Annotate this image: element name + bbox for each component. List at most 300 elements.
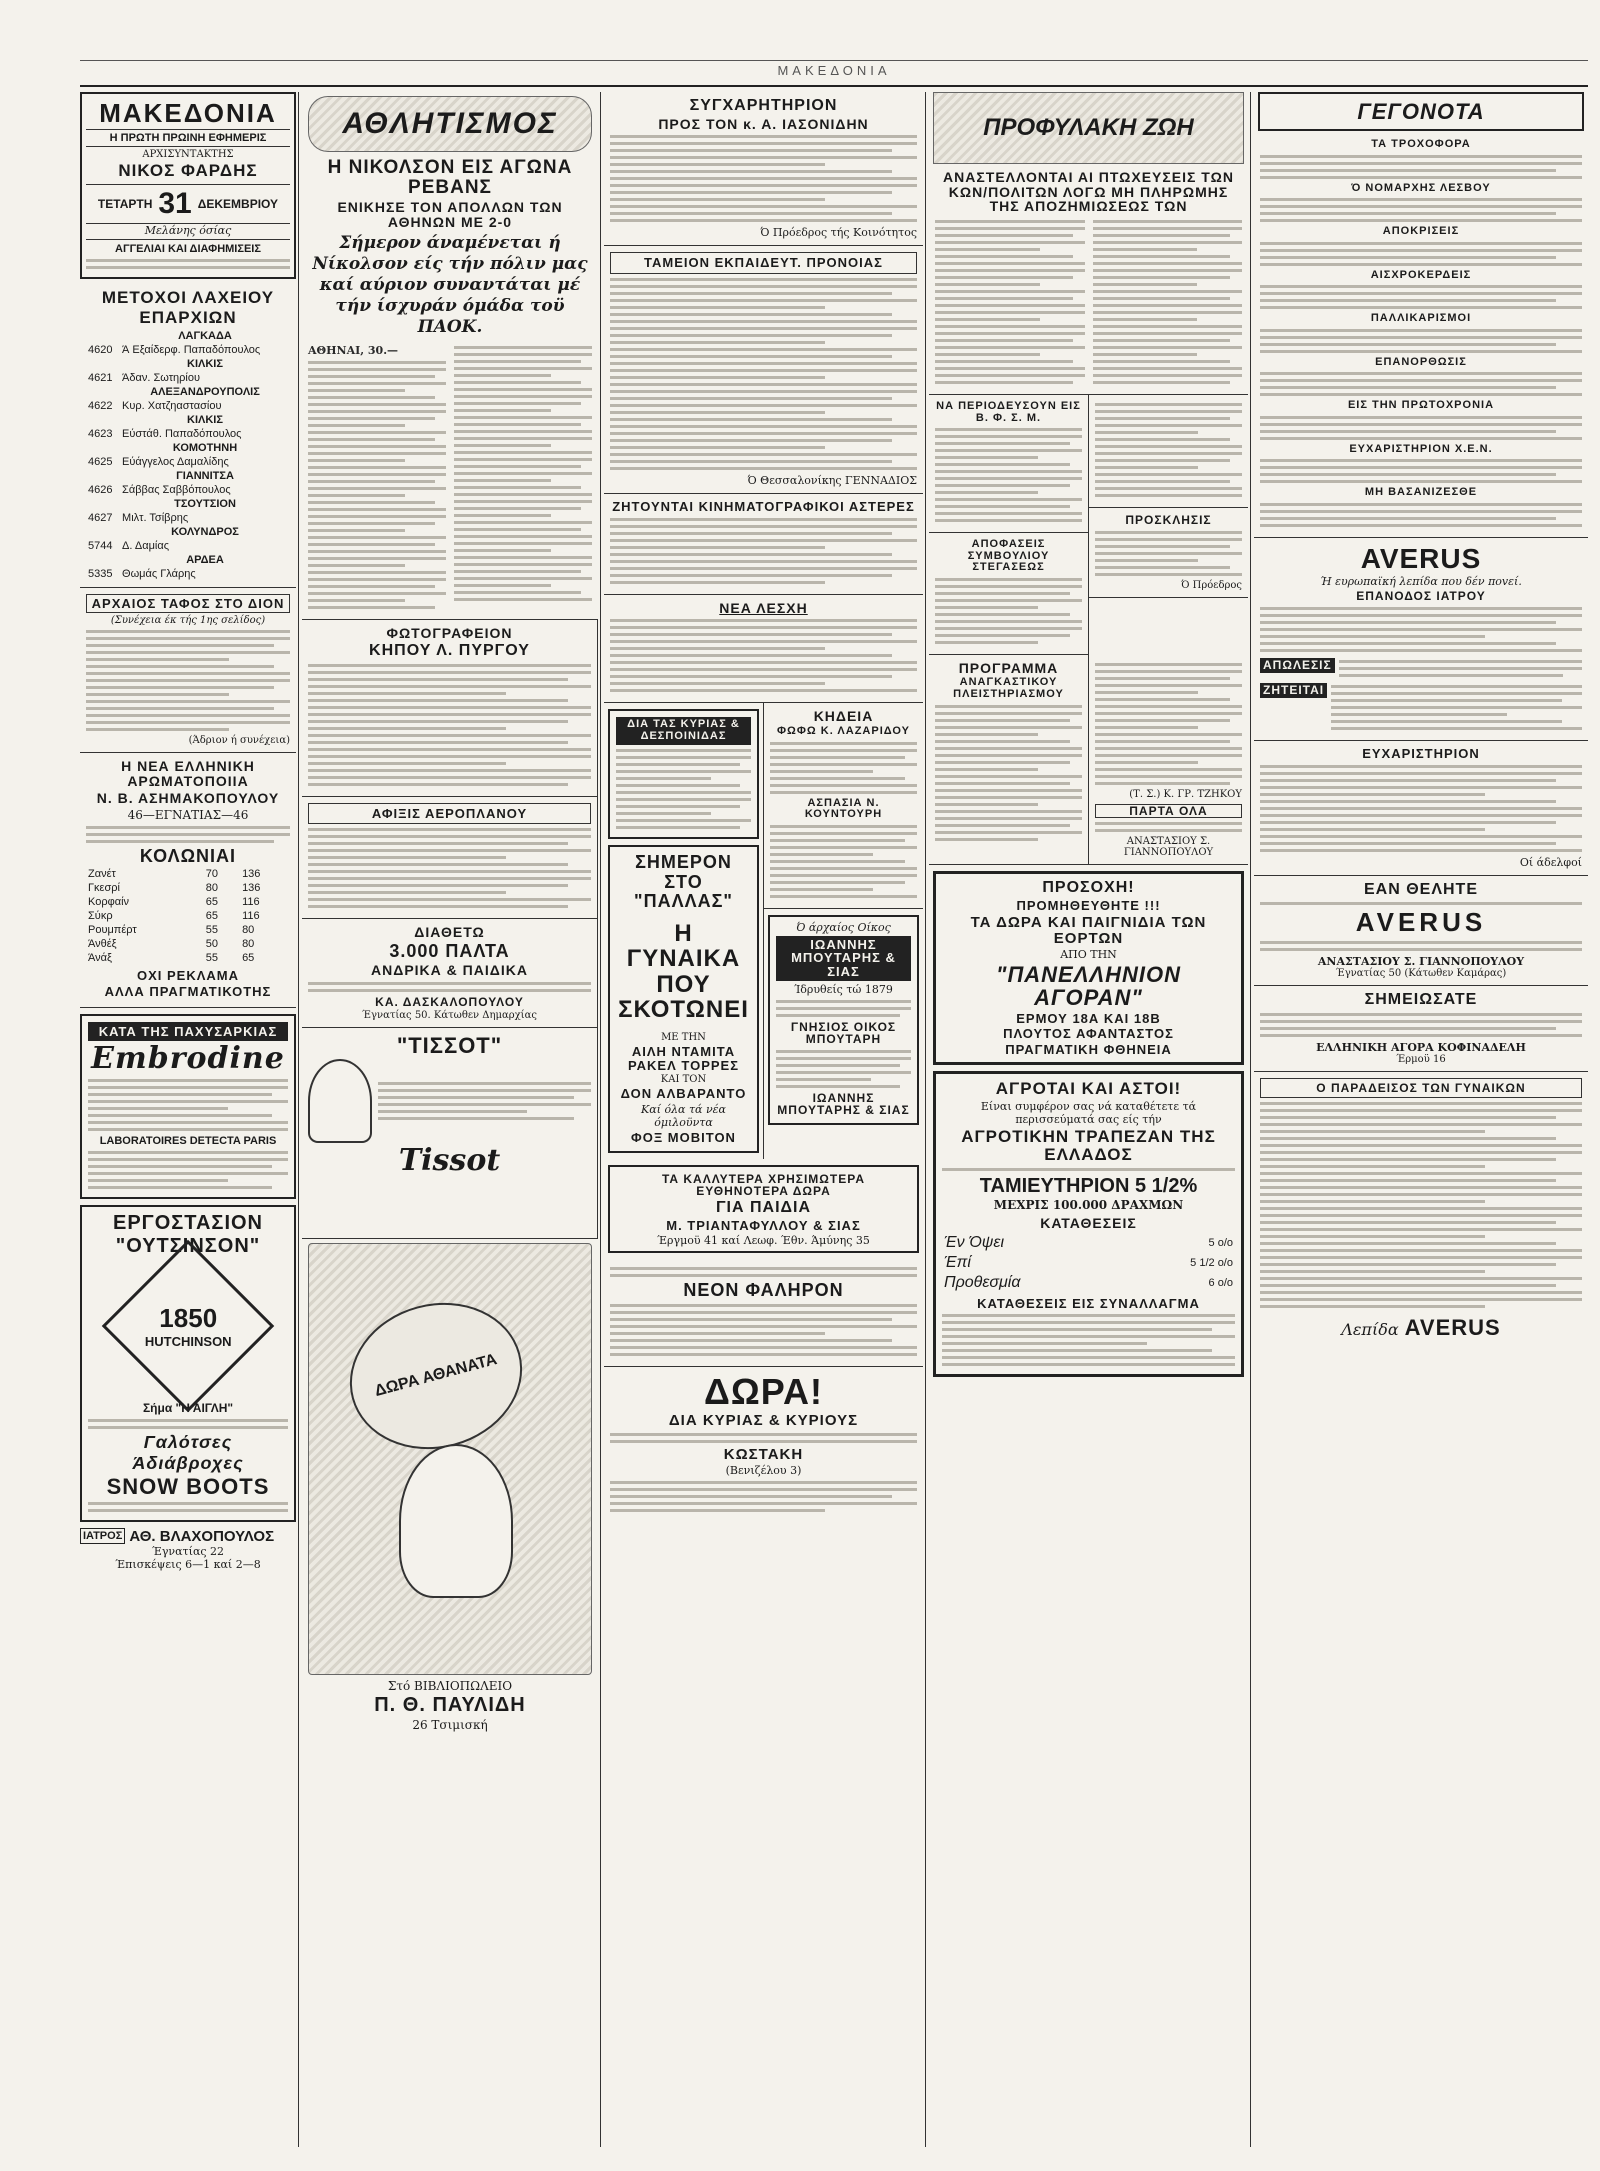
congrats-subtitle: ΠΡΟΣ ΤΟΝ κ. Α. ΙΑΣΟΝΙΔΗΝ xyxy=(658,115,869,132)
sports-banner-text: ΑΘΛΗΤΙΣΜΟΣ xyxy=(342,107,558,140)
lottery-number: 4627 xyxy=(88,511,113,524)
wanted-text xyxy=(1331,681,1582,734)
colonia-table xyxy=(86,867,290,965)
lottery-number xyxy=(86,329,120,343)
colonia-row xyxy=(86,923,290,937)
lottery-place: ΑΛΕΞΑΝΔΡΟΥΠΟΛΙΣ xyxy=(150,385,260,398)
lottery-number: 4621 xyxy=(88,371,113,384)
col4-right-lines xyxy=(1095,403,1242,497)
bookstore-address: 26 Τσιμισκή xyxy=(412,1718,488,1733)
lottery-place: Μιλτ. Τσίβρης xyxy=(122,511,189,524)
event-text xyxy=(1260,155,1582,179)
lottery-number: 4626 xyxy=(88,483,113,496)
wine-title: ΙΩΑΝΝΗΣ ΜΠΟΥΤΑΡΗΣ & ΣΙΑΣ xyxy=(776,936,911,981)
embrodine-ad xyxy=(80,1014,296,1199)
funeral2-name: ΑΣΠΑΣΙΑ Ν. ΚΟΥΝΤΟΥΡΗ xyxy=(804,796,883,821)
colonia-b: 80 xyxy=(242,938,255,951)
blade-footer xyxy=(1260,1314,1582,1341)
invite-text xyxy=(1095,531,1242,576)
event-text xyxy=(1260,198,1582,222)
event-text xyxy=(1260,329,1582,353)
factory-title: ΕΡΓΟΣΤΑΣΙΟΝ xyxy=(113,1211,263,1234)
event-text xyxy=(1260,459,1582,483)
panellinion-ad xyxy=(933,871,1244,1065)
photo-title: ΦΩΤΟΓΡΑΦΕΙΟΝ xyxy=(386,625,513,642)
perfume-subtitle: Ν. Β. ΑΣΗΜΑΚΟΠΟΥΛΟΥ xyxy=(96,789,280,806)
lottery-place: ΛΑΓΚΑΔΑ xyxy=(178,329,232,342)
lottery-title: ΜΕΤΟΧΟΙ ΛΑΧΕΙΟΥ xyxy=(101,288,275,308)
lottery-place: ΚΟΜΟΤΗΝΗ xyxy=(172,441,238,454)
doctor-tag: ΙΑΤΡΟΣ xyxy=(80,1528,125,1544)
perfume-title: Η ΝΕΑ ΕΛΛΗΝΙΚΗ ΑΡΩΜΑΤΟΠΟΙΙΑ xyxy=(121,758,255,790)
sports-subheadline: ΕΝΙΚΗΣΕ ΤΟΝ ΑΠΟΛΛΩΝ ΤΩΝ ΑΘΗΝΩΝ ΜΕ 2-0 xyxy=(337,198,563,230)
boutari-ad xyxy=(768,915,919,1125)
film-with: ΜΕ ΤΗΝ xyxy=(661,1031,706,1043)
doctor-hours: Έπισκέψεις 6—1 καί 2—8 xyxy=(115,1557,261,1571)
congrats-title: ΣΥΓΧΑΡΗΤΗΡΙΟΝ xyxy=(689,97,838,114)
program-article xyxy=(929,655,1089,866)
sports-col-b xyxy=(454,342,592,613)
embrodine-text-2 xyxy=(88,1151,288,1189)
lottery-row xyxy=(86,385,290,399)
film-star-2: ΔΟΝ ΑΛΒΑΡΑΝΤΟ xyxy=(620,1086,747,1102)
lottery-place: Κυρ. Χατζηαστασίου xyxy=(122,399,222,412)
column-rule xyxy=(1250,92,1251,2147)
notes-store: ΕΛΛΗΝΙΚΗ ΑΓΟΡΑ ΚΟΦΙΝΑΔΕΛΗ xyxy=(1316,1040,1526,1054)
program-row xyxy=(929,655,1248,866)
film-title: Η ΓΥΝΑΙΚΑ ΠΟΥ ΣΚΟΤΩΝΕΙ xyxy=(618,920,749,1023)
column-rule xyxy=(298,92,299,2147)
lottery-number xyxy=(86,357,120,371)
date-line xyxy=(86,184,290,224)
faliro-title: ΝΕΟΝ ΦΑΛΗΡΟΝ xyxy=(683,1280,844,1301)
lottery-place: ΚΙΛΚΙΣ xyxy=(187,357,223,370)
lottery-place: ΚΙΛΚΙΣ xyxy=(187,413,223,426)
astro-article xyxy=(604,494,923,595)
parta-text xyxy=(1095,822,1242,832)
cinema-today: ΣΗΜΕΡΟΝ xyxy=(635,851,732,872)
lottery-row xyxy=(86,329,290,343)
invite-article xyxy=(1089,508,1248,598)
events-box xyxy=(1258,92,1584,131)
loss-notice xyxy=(1260,656,1582,681)
bank-text xyxy=(942,1168,1235,1171)
notes-ad xyxy=(1254,986,1588,1072)
lottery-number xyxy=(86,385,120,399)
bank-rate-label: ΤΑΜΙΕΥΤΗΡΙΟΝ xyxy=(979,1174,1130,1197)
refugees-headline: ΑΝΑΣΤΕΛΛΟΝΤΑΙ ΑΙ ΠΤΩΧΕΥΣΕΙΣ ΤΩΝ ΚΩΝ/ΠΟΛΙΤΩΝ ΛΟΓΩ ΜΗ ΠΛΗΡΩΜΗΣ ΤΗΣ ΑΠΟΖΗΜΙΩΣΕΩΣ ΤΩΝ xyxy=(943,169,1234,215)
gift-sack-label: ΔΩΡΑ ΑΘΑΝΑΤΑ xyxy=(372,1351,499,1401)
logo-name: HUTCHINSON xyxy=(144,1333,232,1349)
agricultural-bank-ad xyxy=(933,1071,1244,1377)
colonia-name: Άνθέξ xyxy=(88,938,117,951)
director-name: ΝΙΚΟΣ ΦΑΡΔΗΣ xyxy=(118,161,258,181)
club-title: ΝΕΑ ΛΕΣΧΗ xyxy=(719,599,808,616)
ladies-ad xyxy=(608,709,759,838)
galoshes: Γαλότσες xyxy=(143,1431,233,1452)
santa-illustration xyxy=(308,1243,592,1675)
from-the: ΑΠΟ ΤΗΝ xyxy=(1060,948,1117,962)
wanted-tag: ΖΗΤΕΙΤΑΙ xyxy=(1260,683,1327,698)
council-article xyxy=(929,533,1088,655)
program-subtitle: ΑΝΑΓΚΑΣΤΙΚΟΥ ΠΛΕΙΣΤΗΡΙΑΣΜΟΥ xyxy=(953,676,1064,701)
factory-text xyxy=(88,1419,288,1429)
dion-title: ΑΡΧΑΙΟΣ ΤΑΦΟΣ ΣΤΟ ΔΙΟΝ xyxy=(86,594,290,614)
doctor-address: Έγνατίας 22 xyxy=(151,1544,225,1558)
lottery-row xyxy=(86,441,290,455)
reality: ΑΛΛΑ ΠΡΑΓΜΑΤΙΚΟΤΗΣ xyxy=(104,984,272,1000)
photo-row xyxy=(302,620,598,1239)
event-heading: ΕΙΣ ΤΗΝ ΠΡΩΤΟΧΡΟΝΙΑ xyxy=(1347,399,1495,412)
fx-deposits: ΚΑΤΑΘΕΣΕΙΣ ΕΙΣ ΣΥΝΑΛΛΑΓΜΑ xyxy=(977,1295,1200,1311)
loss-text xyxy=(1339,656,1582,681)
fx-text xyxy=(942,1314,1235,1366)
colonia-a: 50 xyxy=(205,938,219,951)
lottery-row xyxy=(86,399,290,413)
tissot-logo: Tissot xyxy=(398,1143,501,1179)
wine-founded: Ίδρυθείς τώ 1879 xyxy=(794,982,893,996)
film-note: Καί όλα τά νέα όμιλοϋντα xyxy=(640,1102,726,1129)
dora-store: ΚΩΣΤΑΚΗ xyxy=(723,1445,804,1463)
col4-right xyxy=(1089,395,1248,655)
lottery-row xyxy=(86,427,290,441)
thanks-sign: Οί άδελφοί xyxy=(1519,855,1582,869)
dion-end: (Άδριον ή συνέχεια) xyxy=(188,735,290,747)
ladies-title: ΔΙΑ ΤΑΣ ΚΥΡΙΑΣ & ΔΕΣΠΟΙΝΙΔΑΣ xyxy=(616,717,751,744)
deposit-label: Έπί xyxy=(944,1253,971,1271)
lottery-subtitle: ΕΠΑΡΧΙΩΝ xyxy=(139,307,237,327)
parta-title: ΠΑΡΤΑ ΟΛΑ xyxy=(1095,804,1242,819)
averus-seller-ad xyxy=(1254,876,1588,986)
deposit-rate: 5 1/2 ο/ο xyxy=(1190,1256,1233,1269)
photo-text xyxy=(308,664,591,786)
perfume-text xyxy=(86,826,290,843)
photo-subtitle: ΚΗΠΟΥ Λ. ΠΥΡΓΟΥ xyxy=(369,641,530,659)
deposit-label: Έν Όψει xyxy=(944,1233,1004,1251)
lottery-place: Εύάγγελος Δαμαλίδης xyxy=(122,455,229,468)
column-4 xyxy=(929,92,1248,2147)
snowboots: SNOW BOOTS xyxy=(106,1473,270,1499)
wine-subtitle: ΓΝΗΣΙΟΣ ΟΙΚΟΣ ΜΠΟΥΤΑΡΗ xyxy=(790,1019,897,1047)
events-title: ΓΕΓΟΝΟΤΑ xyxy=(1357,99,1485,124)
colonia-a: 55 xyxy=(205,924,219,937)
colonia-a: 55 xyxy=(205,952,219,965)
sports-dateline: ΑΘΗΝΑΙ, 30.— xyxy=(308,344,399,358)
watch-icon xyxy=(308,1059,372,1143)
lottery-place: Θωμάς Γλάρης xyxy=(122,567,196,580)
lottery-place: Δ. Δαμίας xyxy=(122,539,170,552)
lottery-number xyxy=(86,497,120,511)
col4-right-text xyxy=(1089,395,1248,508)
flight-text xyxy=(308,828,591,908)
thanks-article xyxy=(1254,741,1588,876)
doctor-ad xyxy=(80,1528,296,1545)
lottery-number: 4620 xyxy=(88,343,113,356)
colonia-title: ΚΟΛΩΝΙΑΙ xyxy=(139,845,237,866)
lottery-row xyxy=(86,343,290,357)
colonia-b: 116 xyxy=(242,910,260,923)
coats-count: 3.000 ΠΑΛΤΑ xyxy=(389,941,510,962)
tissot-body xyxy=(308,1059,591,1143)
gifts-line: ΤΑ ΔΩΡΑ ΚΑΙ ΠΑΙΓΝΙΔΙΑ ΤΩΝ ΕΟΡΤΩΝ xyxy=(970,913,1207,947)
lottery-row xyxy=(86,469,290,483)
colonia-b: 136 xyxy=(242,882,261,895)
wine-text-2 xyxy=(776,1050,911,1088)
prevention-banner-text: ΠΡΟΦΥΛΑΚΗ ΖΩΗ xyxy=(983,114,1194,141)
trip-text xyxy=(935,428,1082,522)
if-you-want: ΕΑΝ ΘΕΛΗΤΕ xyxy=(1363,880,1478,898)
bank-rate: 5 1/2% xyxy=(1134,1174,1198,1197)
column-5 xyxy=(1254,92,1588,2147)
hutchinson-ad xyxy=(80,1205,296,1522)
colonia-name: Ζανέτ xyxy=(88,868,116,881)
faliro-text xyxy=(610,1304,917,1356)
column-rule xyxy=(925,92,926,2147)
pavlidis-ad xyxy=(302,1239,598,1738)
faliro-ad xyxy=(604,1259,923,1367)
lottery-row xyxy=(86,511,290,525)
embrodine-text xyxy=(88,1079,288,1131)
colonia-name: Άνάξ xyxy=(88,952,112,965)
film-star-1: ΑΙΛΗ ΝΤΑΜΙΤΑ ΡΑΚΕΛ ΤΟΡΡΕΣ xyxy=(627,1043,740,1073)
event-text xyxy=(1260,285,1582,309)
funeral-text xyxy=(770,742,917,794)
doctor-name: ΑΘ. ΒΛΑΧΟΠΟΥΛΟΣ xyxy=(129,1527,275,1545)
event-heading: ΤΑ ΤΡΟΧΟΦΟΡΑ xyxy=(1371,138,1471,151)
colonia-a: 70 xyxy=(205,868,219,881)
logo-year: 1850 xyxy=(159,1302,217,1333)
masthead-box xyxy=(80,92,296,279)
notes-text xyxy=(1260,1013,1582,1037)
lottery-place: ΓΙΑΝΝΙΤΣΑ xyxy=(176,469,234,482)
fund-sign: Ό Θεσσαλονίκης ΓΕΝΝΑΔΙΟΣ xyxy=(747,474,917,488)
market-name: "ΠΑΝΕΛΛΗΝΙΟΝ ΑΓΟΡΑΝ" xyxy=(996,962,1181,1011)
coats-seller: ΚΑ. ΔΑΣΚΑΛΟΠΟΥΛΟΥ xyxy=(375,994,524,1009)
averus-brand-2: AVERUS xyxy=(1355,907,1487,938)
congrats-article xyxy=(604,92,923,246)
perfume-address: 46—ΕΓΝΑΤΙΑΣ—46 xyxy=(127,807,249,822)
ladies-text xyxy=(616,749,751,829)
snowboots-text xyxy=(88,1502,288,1512)
lottery-place: ΤΣΟΥΤΣΙΟΝ xyxy=(174,497,236,510)
fund-text xyxy=(610,278,917,470)
bookstore-label: Στό ΒΙΒΛΙΟΠΩΛΕΙΟ xyxy=(387,1679,513,1694)
stock-up: ΠΡΟΜΗΘΕΥΘΗΤΕ !!! xyxy=(1016,898,1161,914)
director-label: ΑΡΧΙΣΥΝΤΑΚΤΗΣ xyxy=(142,149,234,161)
sports-col-a xyxy=(308,342,446,613)
bank-name: ΑΓΡΟΤΙΚΗΝ ΤΡΑΠΕΖΑΝ ΤΗΣ ΕΛΛΑΔΟΣ xyxy=(961,1127,1216,1165)
deposit-label: Προθεσμία xyxy=(944,1273,1021,1291)
funeral-notice xyxy=(764,703,923,908)
col4-left xyxy=(929,395,1089,655)
lottery-place: ΚΟΛΥΝΔΡΟΣ xyxy=(171,525,239,538)
wanted-notice xyxy=(1260,681,1582,734)
blade-label: Λεπίδα xyxy=(1341,1320,1399,1340)
col3-left xyxy=(604,703,764,1158)
col4-split xyxy=(929,395,1248,655)
gifts-box-title: ΤΑ ΚΑΛΛΥΤΕΡΑ ΧΡΗΣΙΜΩΤΕΡΑ ΕΥΘΗΝΟΤΕΡΑ ΔΩΡΑ xyxy=(661,1171,866,1199)
event-heading: ΜΗ ΒΑΣΑΝΙΖΕΣΘΕ xyxy=(1364,486,1478,499)
kostaki-ad xyxy=(604,1367,923,1522)
loss-tag: ΑΠΩΛΕΣΙΣ xyxy=(1260,658,1335,673)
no-ads: ΟΧΙ ΡΕΚΛΑΜΑ xyxy=(136,968,239,984)
dion-note: (Συνέχεια έκ τής 1ης σελίδος) xyxy=(110,615,266,627)
event-text xyxy=(1260,372,1582,396)
flight-title: ΑΦΙΞΙΣ ΑΕΡΟΠΛΑΝΟΥ xyxy=(308,803,591,825)
lottery-row xyxy=(86,553,290,567)
colonia-b: 136 xyxy=(242,868,261,881)
event-heading: Ό ΝΟΜΑΡΧΗΣ ΛΕΣΒΟΥ xyxy=(1351,181,1491,194)
perfume-ad xyxy=(80,753,296,1007)
lottery-number xyxy=(86,553,120,567)
event-text xyxy=(1260,416,1582,440)
invite-title: ΠΡΟΣΚΛΗΣΙΣ xyxy=(1125,513,1212,528)
bank-limit: ΜΕΧΡΙΣ 100.000 ΔΡΑΧΜΩΝ xyxy=(993,1197,1184,1212)
col3-right xyxy=(764,703,923,1158)
event-heading: ΕΥΧΑΡΙΣΤΗΡΙΟΝ Χ.Ε.Ν. xyxy=(1349,442,1493,455)
waterproof: Άδιάβροχες xyxy=(132,1452,244,1473)
colonia-name: Σύκρ xyxy=(88,910,113,923)
refugees-body xyxy=(935,216,1242,388)
refugees-article xyxy=(929,164,1248,395)
ads-title: ΑΓΓΕΛΙΑΙ ΚΑΙ ΔΙΑΦΗΜΙΣΕΙΣ xyxy=(86,239,290,255)
wine-house: Ό άρχαίος Οίκος xyxy=(796,920,891,934)
event-text xyxy=(1260,503,1582,527)
saint-day: Μελάνης όσίας xyxy=(144,224,232,238)
tissot-text xyxy=(378,1078,591,1124)
averus2-text xyxy=(1260,941,1582,951)
coats-text xyxy=(308,982,591,992)
lottery-number: 4622 xyxy=(88,399,113,412)
program-sign: (Τ. Σ.) Κ. ΓΡ. ΤΖΗΚΟΥ xyxy=(1129,788,1242,800)
top-strip-title: ΜΑΚΕΔΟΝΙΑ xyxy=(777,63,891,78)
wine-text xyxy=(776,1000,911,1017)
dora-text xyxy=(610,1433,917,1443)
col3-split xyxy=(604,703,923,1158)
club-article xyxy=(604,595,923,704)
triantafyllou-ad xyxy=(608,1165,919,1254)
day-number: 31 xyxy=(158,187,192,221)
deposits-title: ΚΑΤΑΘΕΣΕΙΣ xyxy=(1040,1214,1137,1231)
film-and: ΚΑΙ ΤΟΝ xyxy=(660,1074,707,1086)
invite-sign: Ό Πρόεδρος xyxy=(1181,579,1242,591)
lottery-row xyxy=(86,539,290,553)
lottery-row xyxy=(86,567,290,581)
santa-figure xyxy=(399,1444,513,1598)
notes-title: ΣΗΜΕΙΩΣΑΤΕ xyxy=(1364,990,1478,1008)
factory-name: "ΟΥΤΣΙΝΣΟΝ" xyxy=(115,1234,261,1257)
lottery-row xyxy=(86,413,290,427)
fund-title: ΤΑΜΕΙΟΝ ΕΚΠΑΙΔΕΥΤ. ΠΡΟΝΟΙΑΣ xyxy=(610,252,917,274)
funeral2-text xyxy=(770,825,917,898)
film-news: ΦΟΞ ΜΟΒΙΤΟΝ xyxy=(631,1129,736,1145)
lottery-number xyxy=(86,469,120,483)
if-text xyxy=(1260,902,1582,905)
refugees-text-a xyxy=(935,216,1085,388)
lottery-number: 4625 xyxy=(88,455,113,468)
lottery-number: 4623 xyxy=(88,427,113,440)
dora-address: (Βενιζέλου 3) xyxy=(725,1464,802,1478)
event-heading: ΠΑΛΛΙΚΑΡΙΣΜΟΙ xyxy=(1370,312,1472,325)
bank-call: ΑΓΡΟΤΑΙ ΚΑΙ ΑΣΤΟΙ! xyxy=(995,1079,1182,1099)
lottery-number xyxy=(86,441,120,455)
doctor-return-text xyxy=(1260,607,1582,652)
hutchinson-logo xyxy=(102,1240,275,1413)
photo-studio xyxy=(302,620,597,796)
gifts-box-address: Έργμοϋ 41 καί Λεωφ. Έθν. Άμύνης 35 xyxy=(657,1234,870,1248)
paper-title: ΜΑΚΕΔΟΝΙΑ xyxy=(99,98,277,128)
congrats-sign: Ό Πρόεδρος τής Κοινότητος xyxy=(760,226,917,240)
sports-article xyxy=(302,92,598,620)
colonia-b: 116 xyxy=(242,896,260,909)
coats-ad xyxy=(302,919,597,1028)
ads-text xyxy=(86,259,290,269)
colonia-a: 80 xyxy=(205,882,219,895)
paradise-ad xyxy=(1254,1072,1588,1348)
thanks-title: ΕΥΧΑΡΙΣΤΗΡΙΟΝ xyxy=(1362,746,1480,761)
events-list xyxy=(1254,131,1588,538)
deposit-row xyxy=(942,1253,1235,1273)
lottery-row xyxy=(86,371,290,385)
notes-address: Έρμοϋ 16 xyxy=(1396,1053,1446,1065)
column-2 xyxy=(302,92,598,2147)
month: ΔΕΚΕΜΒΡΙΟΥ xyxy=(197,197,279,212)
trip-title: ΝΑ ΠΕΡΙΟΔΕΥΣΟΥΝ ΕΙΣ Β. Φ. Σ. Μ. xyxy=(936,400,1081,424)
sports-body xyxy=(308,342,592,613)
astro-text xyxy=(610,518,917,584)
program-text-2 xyxy=(1095,663,1242,785)
tissot-name: "ΤΙΣΣΟΤ" xyxy=(396,1033,503,1059)
deposit-row xyxy=(942,1233,1235,1253)
club-text xyxy=(610,619,917,692)
sports-headline: Η ΝΙΚΟΛΣΟΝ ΕΙΣ ΑΓΩΝΑ ΡΕΒΑΝΣ xyxy=(327,157,573,198)
astro-title: ΖΗΤΟΥΝΤΑΙ ΚΙΝΗΜΑΤΟΓΡΑΦΙΚΟΙ ΑΣΤΕΡΕΣ xyxy=(612,499,915,515)
sports-banner xyxy=(308,96,592,152)
column-3 xyxy=(604,92,923,2147)
factory-sign: Σήμα "Η ΑΙΓΛΗ" xyxy=(142,1400,234,1415)
seller-name: ΑΝΑΣΤΑΣΙΟΥ Σ. ΓΙΑΝΝΟΠΟΥΛΟΥ xyxy=(1317,954,1525,968)
colonia-row xyxy=(86,881,290,895)
photo-block xyxy=(302,620,598,1239)
program-cont xyxy=(1089,655,1248,866)
funeral-name: ΦΩΦΩ Κ. ΛΑΖΑΡΙΔΟΥ xyxy=(777,725,910,738)
lottery-place: Εύστάθ. Παπαδόπουλος xyxy=(122,427,242,440)
council-text xyxy=(935,578,1082,644)
fund-article xyxy=(604,246,923,494)
colonia-b: 65 xyxy=(242,952,255,965)
lottery-number: 5335 xyxy=(88,567,113,580)
congrats-text xyxy=(610,135,917,222)
averus-brand: AVERUS xyxy=(1360,543,1482,575)
embrodine-brand: Embrodine xyxy=(91,1041,285,1077)
colonia-name: Κορφαίν xyxy=(88,896,130,909)
deposit-row xyxy=(942,1273,1235,1293)
thanks-text xyxy=(1260,765,1582,852)
cinema-venue: ΣΤΟ "ΠΑΛΛΑΣ" xyxy=(634,872,733,912)
program-text xyxy=(935,705,1082,841)
dora-title: ΔΩΡΑ! xyxy=(703,1371,824,1413)
colonia-row xyxy=(86,937,290,951)
dion-article xyxy=(80,588,296,754)
market-address: ΕΡΜΟΥ 18Α ΚΑΙ 18Β xyxy=(1016,1010,1161,1026)
paradise-title: Ο ΠΑΡΑΔΕΙΣΟΣ ΤΩΝ ΓΥΝΑΙΚΩΝ xyxy=(1260,1078,1582,1099)
lottery-number: 5744 xyxy=(88,539,113,552)
faliro-text-a xyxy=(610,1267,917,1277)
cinema-ad xyxy=(608,845,759,1153)
dora-text-2 xyxy=(610,1481,917,1512)
trip-article xyxy=(929,395,1088,533)
colonia-name: Ρουμπέρτ xyxy=(88,924,137,937)
